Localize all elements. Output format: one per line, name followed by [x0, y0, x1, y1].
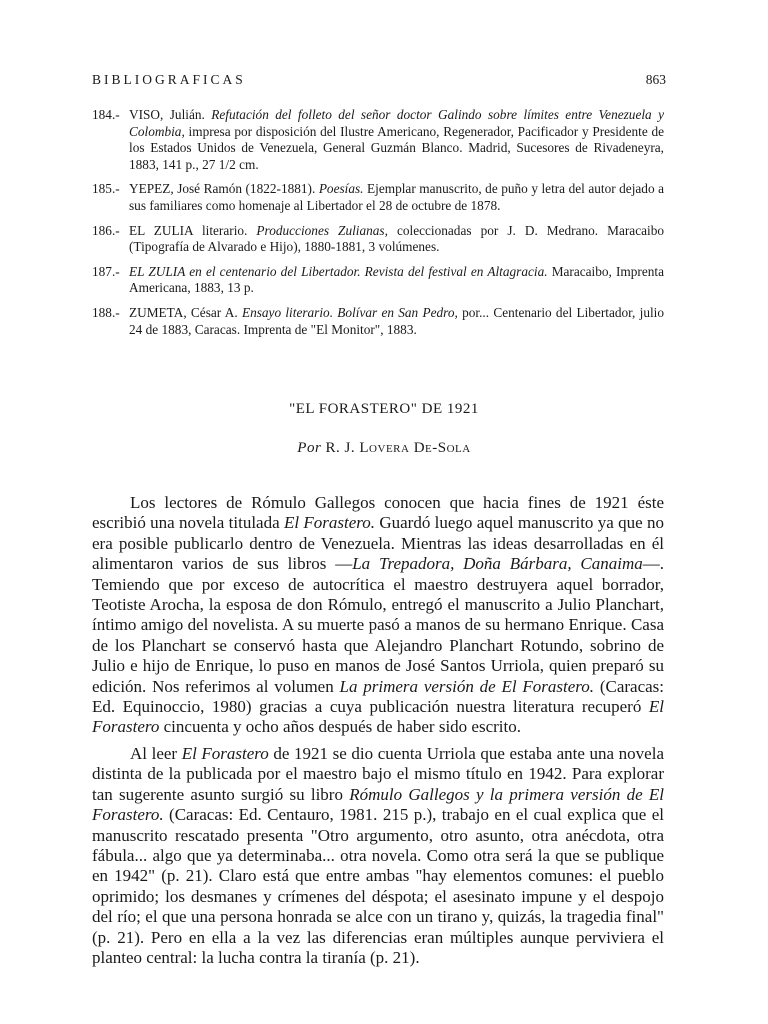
bibliography-entry-184 [92, 107, 664, 173]
bibliography-entry-186 [92, 223, 664, 256]
bibliography-list [92, 107, 664, 346]
italic-title: El Forastero [92, 697, 664, 737]
entry-number: 187.- [92, 263, 120, 279]
entry-text [129, 305, 664, 338]
entry-number: 188.- [92, 304, 120, 320]
text-run: cincuenta y ocho años después de haber sido escrito. [159, 717, 521, 737]
entry-title: Poesías. [318, 181, 364, 197]
bibliography-entry-187 [92, 264, 664, 297]
entry-details: coleccionadas por J. D. Medrano. Maracaibo (Tipografía de Alvarado e Hijo), 1880-1881, 3 volúmenes. [129, 222, 665, 255]
article-body [92, 493, 664, 974]
entry-text [129, 181, 664, 214]
bibliography-entry-185 [92, 181, 664, 214]
byline-prefix: Por [297, 440, 322, 456]
entry-title: Ensayo literario. Bolívar en San Pedro, [241, 304, 458, 320]
running-head: BIBLIOGRAFICAS [92, 72, 246, 87]
entry-author: ZUMETA, César A. [129, 304, 238, 320]
entry-author: YEPEZ, José Ramón (1822-1881). [129, 181, 316, 197]
text-run: de 1921 se dio cuenta Urriola que estaba ante una novela distinta de la publicada por el maestro bajo el mismo título en 1942. Para explorar tan sugerente asunto surgió su libro [92, 743, 664, 804]
entry-title: Producciones Zulianas, [256, 222, 388, 238]
text-run: (Caracas: Ed. Centauro, 1981. 215 p.), trabajo en el cual explica que el manuscrito rescatado presenta "Otro argumento, otro asunto, otra anécdota, otra fábula... algo que ya determinaba... otra novela. Como otra será la que se publique en 1942" (p. 21). Claro está que entre ambas "hay elementos comunes: el pueblo oprimido; los desmanes y crímenes del déspota; el asesinato impune y el despojo del río; el que una persona honrada se alce con un tirano y, quizás, la tragedia final" (p. 21). Pero en ella a la vez las diferencias eran múltiples aunque perviviera el planteo central: la lucha contra la tiranía (p. 21). [92, 805, 664, 967]
text-run: (Caracas: Ed. Equinoccio, 1980) gracias a cuya publicación nuestra literatura recuperó [92, 676, 665, 717]
entry-title: EL ZULIA en el centenario del Libertador. Revista del festival en Altagracia. [129, 263, 548, 279]
entry-text [129, 223, 664, 256]
entry-number: 186.- [92, 222, 120, 238]
entry-author: VISO, Julián. [129, 107, 205, 122]
italic-title: La Trepadora, Doña Bárbara, Canaima [352, 554, 643, 574]
entry-text [129, 107, 664, 173]
italic-title: El Forastero [181, 743, 269, 763]
byline-author: R. J. Lovera De-Sola [325, 440, 471, 456]
entry-author: EL ZULIA literario. [129, 222, 248, 238]
article-title: "EL FORASTERO" DE 1921 [289, 401, 479, 417]
entry-number: 184.- [92, 107, 120, 122]
page-number: 863 [645, 72, 666, 87]
text-run: Los lectores de Rómulo Gallegos conocen que hacia fines de 1921 éste escribió una novela titulada [92, 493, 664, 533]
article-byline [0, 440, 768, 457]
entry-details: Ejemplar manuscrito, de puño y letra del autor dejado a sus familiares como homenaje al Libertador el 28 de octubre de 1878. [129, 181, 665, 213]
italic-title: Rómulo Gallegos y la primera versión de El Forastero. [92, 784, 664, 825]
italic-title: El Forastero. [283, 513, 376, 533]
entry-text [129, 264, 664, 297]
text-run: Guardó luego aquel manuscrito ya que no era posible publicarlo dentro de Venezuela. Mientras las ideas desarrolladas en él alimentaron varios de sus libros — [92, 513, 664, 574]
entry-details: por... Centenario del Libertador, julio 24 de 1883, Caracas. Imprenta de "El Monitor", 1883. [129, 304, 665, 337]
entry-details: impresa por disposición del Ilustre Americano, Regenerador, Pacificador y Presidente de los Estados Unidos de Venezuela, General Guzmán Blanco. Madrid, Sucesores de Rivadeneyra, 1883, 141 p., 27 1/2 cm. [129, 123, 665, 172]
paragraph-1 [92, 493, 664, 738]
text-run: —. Temiendo que por exceso de autocrítica el maestro destruyera aquel borrador, Teotiste Arocha, la esposa de don Rómulo, entregó el manuscrito a Julio Planchart, íntimo amigo del novelista. A su muerte pasó a manos de su hermano Enrique. Casa de los Planchart se conservó hasta que Alejandro Planchart Rotundo, sobrino de Julio e hijo de Enrique, lo puso en manos de José Santos Urriola, quien preparó su edición. Nos referimos al volumen [92, 554, 664, 696]
italic-title: La primera versión de El Forastero. [339, 676, 595, 696]
entry-number: 185.- [92, 181, 120, 197]
text-run: Al leer [130, 743, 182, 763]
paragraph-2 [92, 744, 664, 968]
entry-title: Refutación del folleto del señor doctor Galindo sobre límites entre Venezuela y Colombia, [129, 107, 664, 139]
entry-details: Maracaibo, Imprenta Americana, 1883, 13 p. [129, 263, 664, 296]
bibliography-entry-188 [92, 305, 664, 338]
